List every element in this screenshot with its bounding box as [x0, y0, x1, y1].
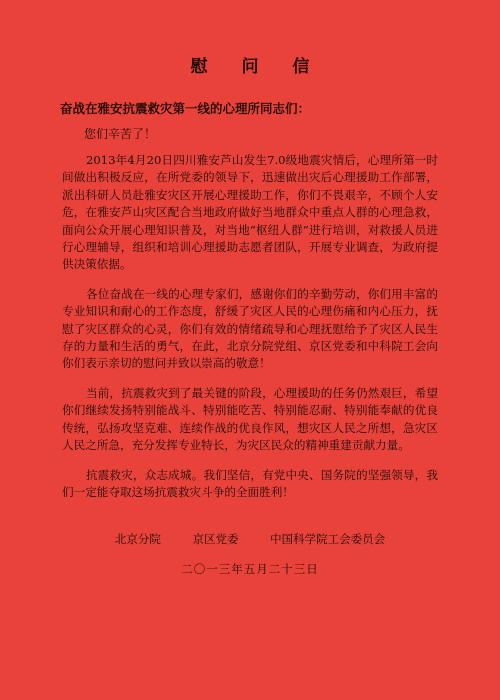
letter-paragraph: 各位奋战在一线的心理专家们，感谢你们的辛勤劳动，你们用丰富的专业知识和耐心的工作态度，舒缓了灾区人民的心理伤痛和内心压力，抚慰了灾区群众的心灵，你们有效的情绪疏导和心理抚慰给予了灾区人民生存的力量和生活的勇气，在此，北京分院党组、京区党委和中科院工会向你们表示亲切的慰问并致以崇高的敬意！: [62, 286, 438, 371]
signatory-beijing-branch: 北京分院: [114, 532, 161, 547]
signatory-party-committee: 京区党委: [192, 532, 239, 547]
letter-title: 慰 问 信: [190, 57, 324, 77]
letter-signatories: [62, 531, 438, 547]
signatory-union-committee: 中国科学院工会委员会: [270, 532, 386, 547]
letter-date: 二〇一三年五月二十三日: [181, 562, 319, 577]
letter-paragraph: 抗震救灾，众志成城。我们坚信，有党中央、国务院的坚强领导，我们一定能夺取这场抗震救灾斗争的全面胜利！: [62, 467, 438, 499]
letter-salutation: 奋战在雅安抗震救灾第一线的心理所同志们：: [60, 101, 311, 116]
letter-paragraph: 当前，抗震救灾到了最关键的阶段，心理援助的任务仍然艰巨，希望你们继续发扬特别能战斗、特别能吃苦、特别能忍耐、特别能奉献的优良传统，弘扬攻坚克难、连续作战的优良作风，想灾区人民之所想，急灾区人民之所急，充分发挥专业特长，为灾区民众的精神重建贡献力量。: [62, 385, 438, 453]
letter-greeting: 您们辛苦了！: [84, 127, 157, 141]
letter-paragraph: 2013年4月20日四川雅安芦山发生7.0级地震灾情后，心理所第一时间做出积极反应，在所党委的领导下，迅速做出灾后心理援助工作部署，派出科研人员赴雅安灾区开展心理援助工作，你们不畏艰辛，不顾个人安危，在雅安芦山灾区配合当地政府做好当地群众中重点人群的心理急救，面向公众开展心理知识普及，对当地“枢纽人群”进行培训，对救援人员进行心理辅导，组织和培训心理援助志愿者团队，开展专业调查，为政府提供决策依据。: [62, 153, 438, 272]
